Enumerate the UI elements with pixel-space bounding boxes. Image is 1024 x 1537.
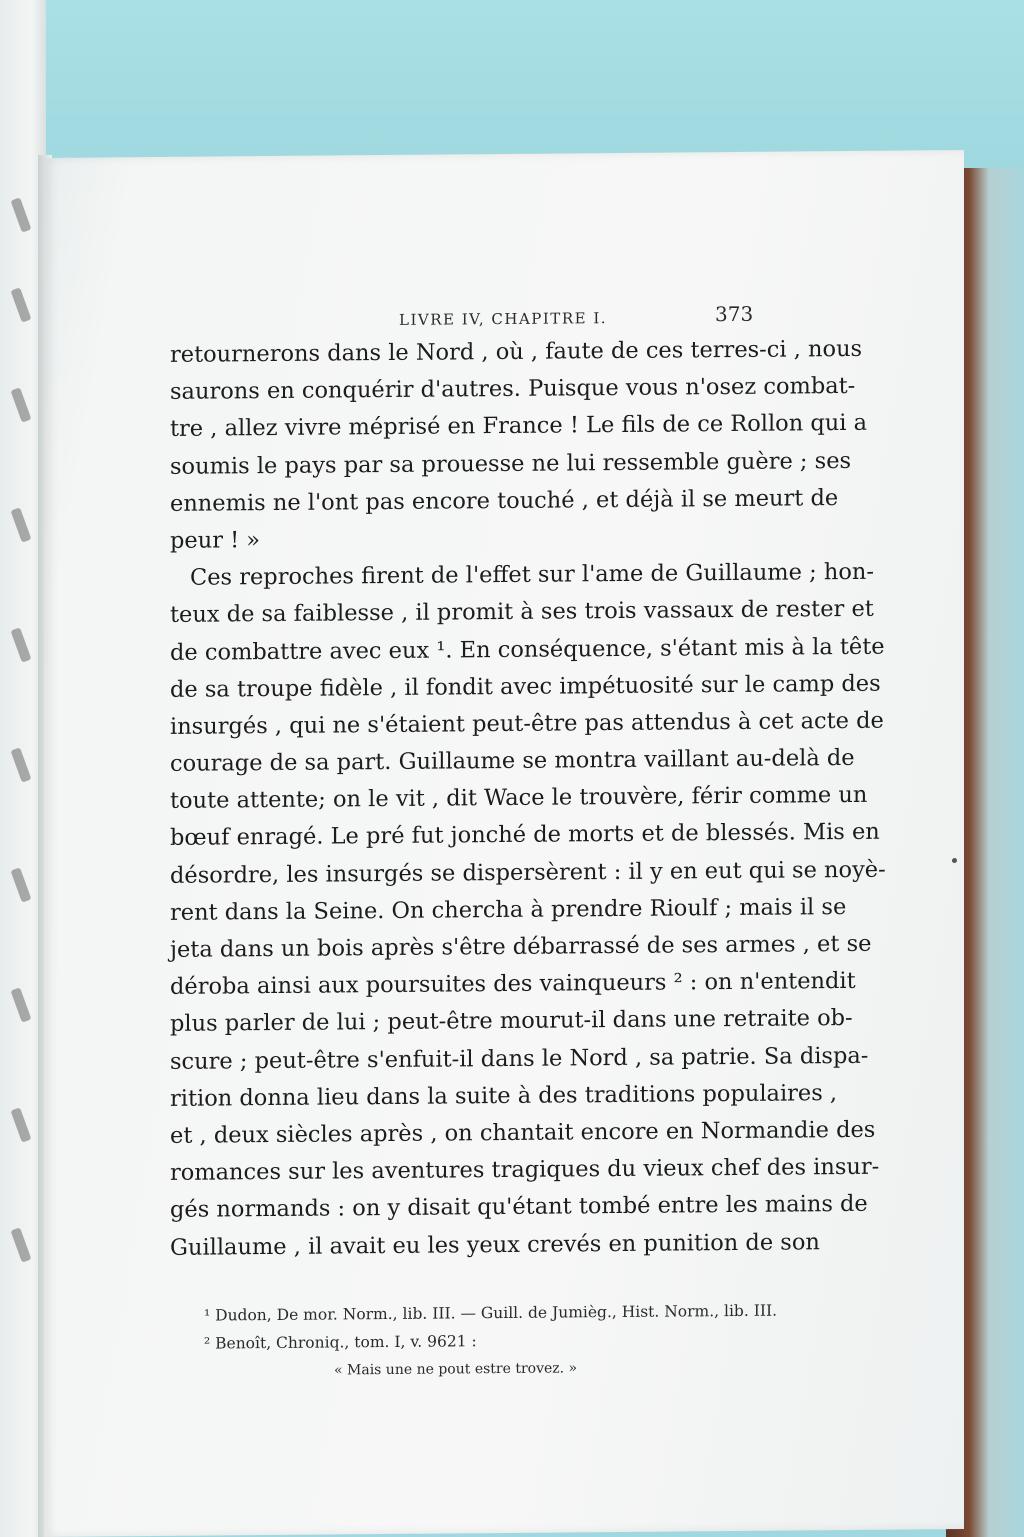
footnote-1: ¹ Dudon, De mor. Norm., lib. III. — Guill. de Jumièg., Hist. Norm., lib. III. <box>204 1301 778 1325</box>
text-line: romances sur les aventures tragiques du vieux chef des insur- <box>170 1153 880 1187</box>
text-line: gés normands : on y disait qu'étant tombé entre les mains de <box>170 1191 868 1224</box>
page-number: 373 <box>715 301 754 327</box>
body-text <box>170 331 886 1266</box>
footnote-quote: « Mais une ne pout estre trovez. » <box>334 1360 578 1379</box>
text-line: bœuf enragé. Le pré fut jonché de morts et de blessés. Mis en <box>170 819 880 852</box>
text-line: jeta dans un bois après s'être débarrassé de ses armes , et se <box>170 930 872 963</box>
text-line: déroba ainsi aux poursuites des vainqueurs ² : on n'entendit <box>170 968 856 1001</box>
text-line: tre , allez vivre méprisé en France ! Le fils de ce Rollon qui a <box>170 410 868 443</box>
text-line: rent dans la Seine. On chercha à prendre Rioulf ; mais il se <box>170 893 847 926</box>
text-line: et , deux siècles après , on chantait encore en Normandie des <box>170 1116 876 1149</box>
text-line: Ces reproches firent de l'effet sur l'ame de Guillaume ; hon- <box>190 558 874 591</box>
text-line: courage de sa part. Guillaume se montra vaillant au-delà de <box>170 744 855 777</box>
text-line: rition donna lieu dans la suite à des traditions populaires , <box>170 1079 838 1112</box>
book-page <box>44 150 964 1537</box>
running-title: LIVRE IV, CHAPITRE I. <box>399 309 608 329</box>
text-line: saurons en conquérir d'autres. Puisque vous n'osez combat- <box>170 373 856 406</box>
text-line: retournerons dans le Nord , où , faute de ces terres-ci , nous <box>170 335 863 368</box>
footnote-2: ² Benoît, Chroniq., tom. I, v. 9621 : <box>204 1332 477 1353</box>
text-line: ennemis ne l'ont pas encore touché , et déjà il se meurt de <box>170 484 839 517</box>
text-line: Guillaume , il avait eu les yeux crevés en punition de son <box>170 1228 820 1261</box>
page-speck <box>952 858 957 863</box>
page-header <box>359 302 759 335</box>
text-line: de combattre avec eux ¹. En conséquence, s'étant mis à la tête <box>170 633 885 666</box>
text-line: soumis le pays par sa prouesse ne lui ressemble guère ; ses <box>170 447 852 480</box>
text-line: teux de sa faiblesse , il promit à ses trois vassaux de rester et <box>170 596 874 629</box>
text-line: insurgés , qui ne s'étaient peut-être pas attendus à cet acte de <box>170 707 884 740</box>
text-line: scure ; peut-être s'enfuit-il dans le Nord , sa patrie. Sa dispa- <box>170 1042 869 1075</box>
footnotes <box>204 1296 844 1386</box>
text-line: de sa troupe fidèle , il fondit avec impétuosité sur le camp des <box>170 670 881 703</box>
text-line: toute attente; on le vit , dit Wace le trouvère, férir comme un <box>170 782 868 815</box>
text-line: peur ! » <box>170 527 261 554</box>
text-line: désordre, les insurgés se dispersèrent : il y en eut qui se noyè- <box>170 856 886 889</box>
text-line: plus parler de lui ; peut-être mourut-il dans une retraite ob- <box>170 1005 853 1038</box>
